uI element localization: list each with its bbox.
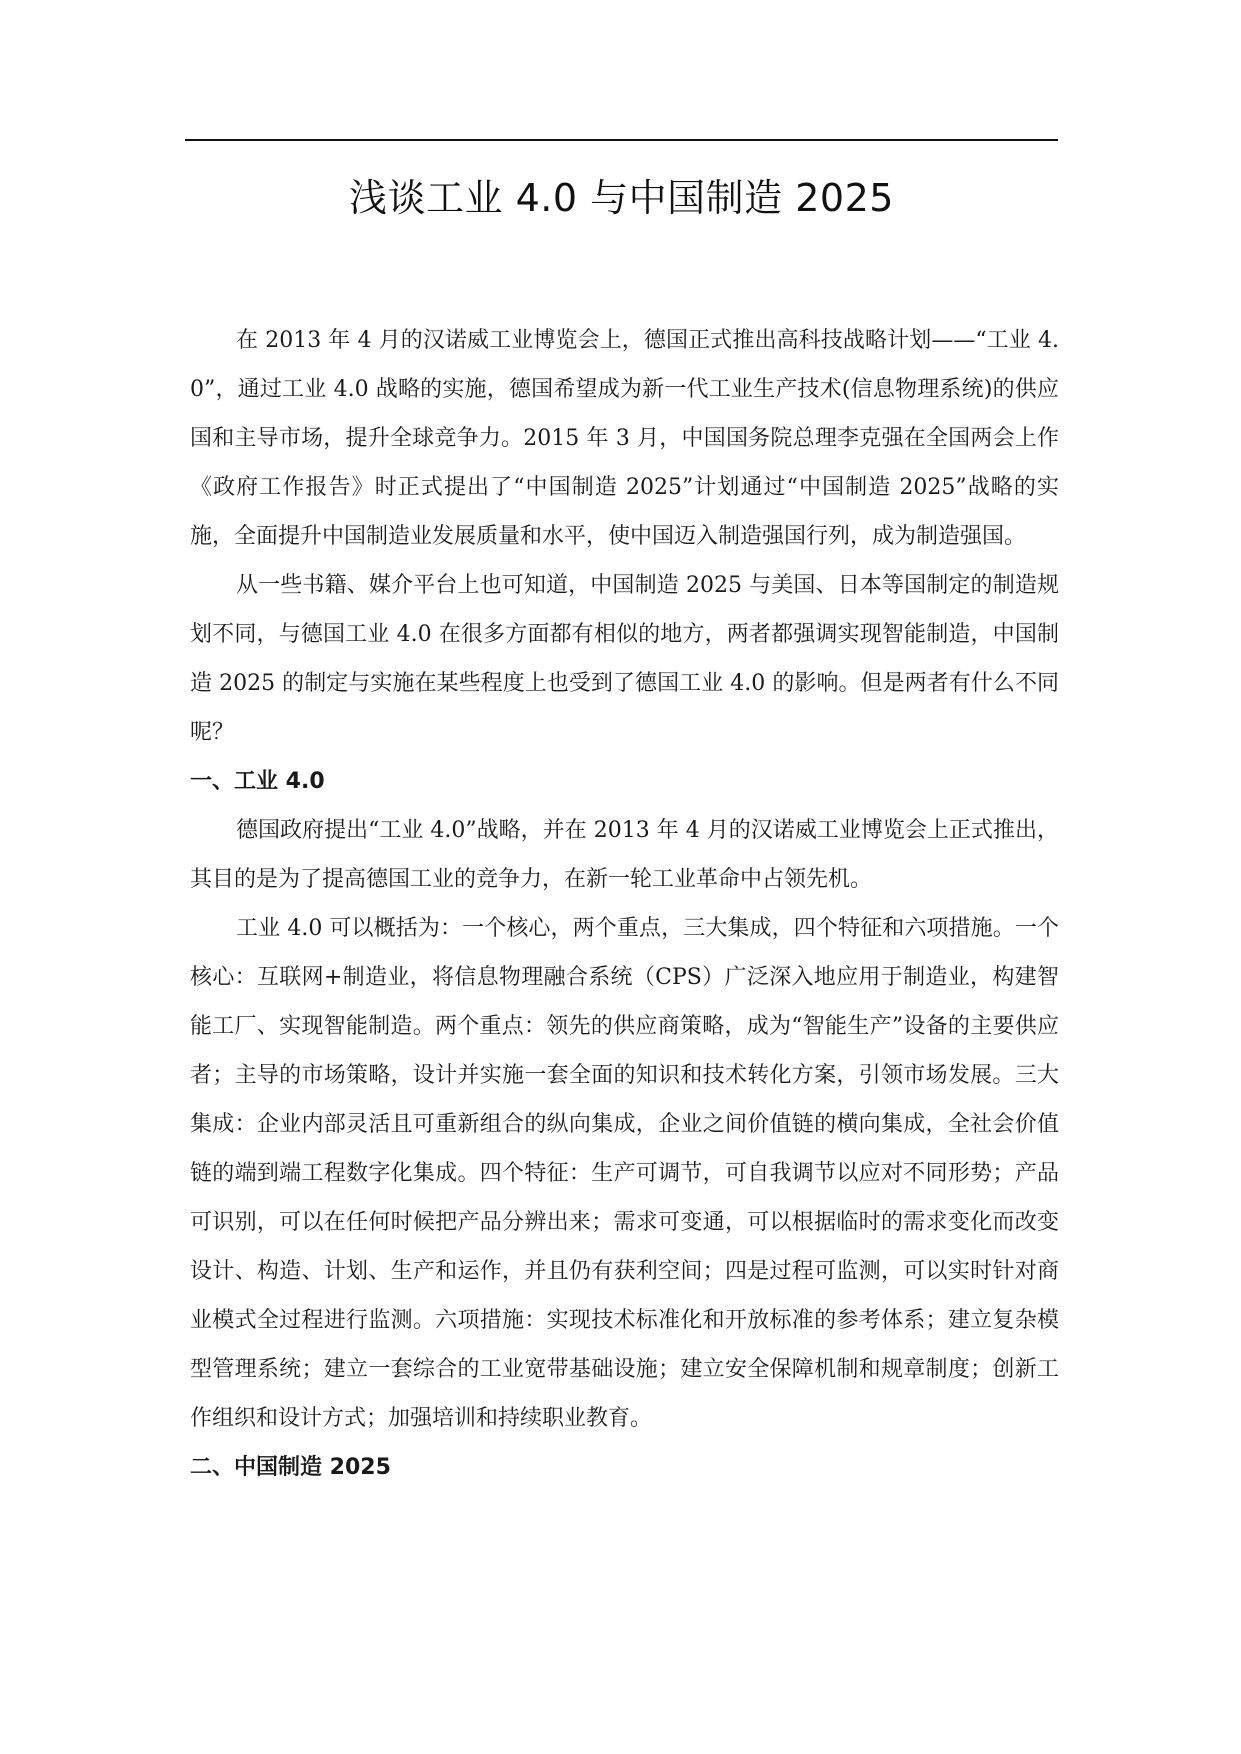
comparison-paragraph: 从一些书籍、媒介平台上也可知道，中国制造 2025 与美国、日本等国制定的制造规划不同，与德国工业 4.0 在很多方面都有相似的地方，两者都强调实现智能制造，中国制造 2025 的制定与实施在某些程度上也受到了德国工业 4.0 的影响。但是两者有什么不同呢？ (190, 573, 1059, 745)
industry-4-summary-paragraph: 工业 4.0 可以概括为：一个核心，两个重点，三大集成，四个特征和六项措施。一个核心：互联网+制造业，将信息物理融合系统（CPS）广泛深入地应用于制造业，构建智能工厂、实现智能制造。两个重点：领先的供应商策略，成为“智能生产”设备的主要供应者；主导的市场策略，设计并实施一套全面的知识和技术转化方案，引领市场发展。三大集成：企业内部灵活且可重新组合的纵向集成，企业之间价值链的横向集成，全社会价值链的端到端工程数字化集成。四个特征：生产可调节，可自我调节以应对不同形势；产品可识别，可以在任何时候把产品分辨出来；需求可变通，可以根据临时的需求变化而改变设计、构造、计划、生产和运作，并且仍有获利空间；四是过程可监测，可以实时针对商业模式全过程进行监测。六项措施：实现技术标准化和开放标准的参考体系；建立复杂模型管理系统；建立一套综合的工业宽带基础设施；建立安全保障机制和规章制度；创新工作组织和设计方式；加强培训和持续职业教育。 (190, 916, 1059, 1431)
document-title: 浅谈工业 4.0 与中国制造 2025 (349, 176, 894, 220)
header-rule (185, 139, 1058, 141)
section-heading-made-in-china-2025: 二、中国制造 2025 (190, 1455, 391, 1480)
industry-4-intro-paragraph: 德国政府提出“工业 4.0”战略，并在 2013 年 4 月的汉诺威工业博览会上正式推出，其目的是为了提高德国工业的竞争力，在新一轮工业革命中占领先机。 (190, 818, 1059, 892)
section-heading-industry-4: 一、工业 4.0 (190, 769, 325, 794)
intro-paragraph: 在 2013 年 4 月的汉诺威工业博览会上，德国正式推出高科技战略计划——“工业 4.0”，通过工业 4.0 战略的实施，德国希望成为新一代工业生产技术(信息物理系统)的供应国和主导市场，提升全球竞争力。2015 年 3 月，中国国务院总理李克强在全国两会上作《政府工作报告》时正式提出了“中国制造 2025”计划通过“中国制造 2025”战略的实施，全面提升中国制造业发展质量和水平，使中国迈入制造强国行列，成为制造强国。 (190, 328, 1059, 549)
document-body (190, 316, 1059, 1492)
